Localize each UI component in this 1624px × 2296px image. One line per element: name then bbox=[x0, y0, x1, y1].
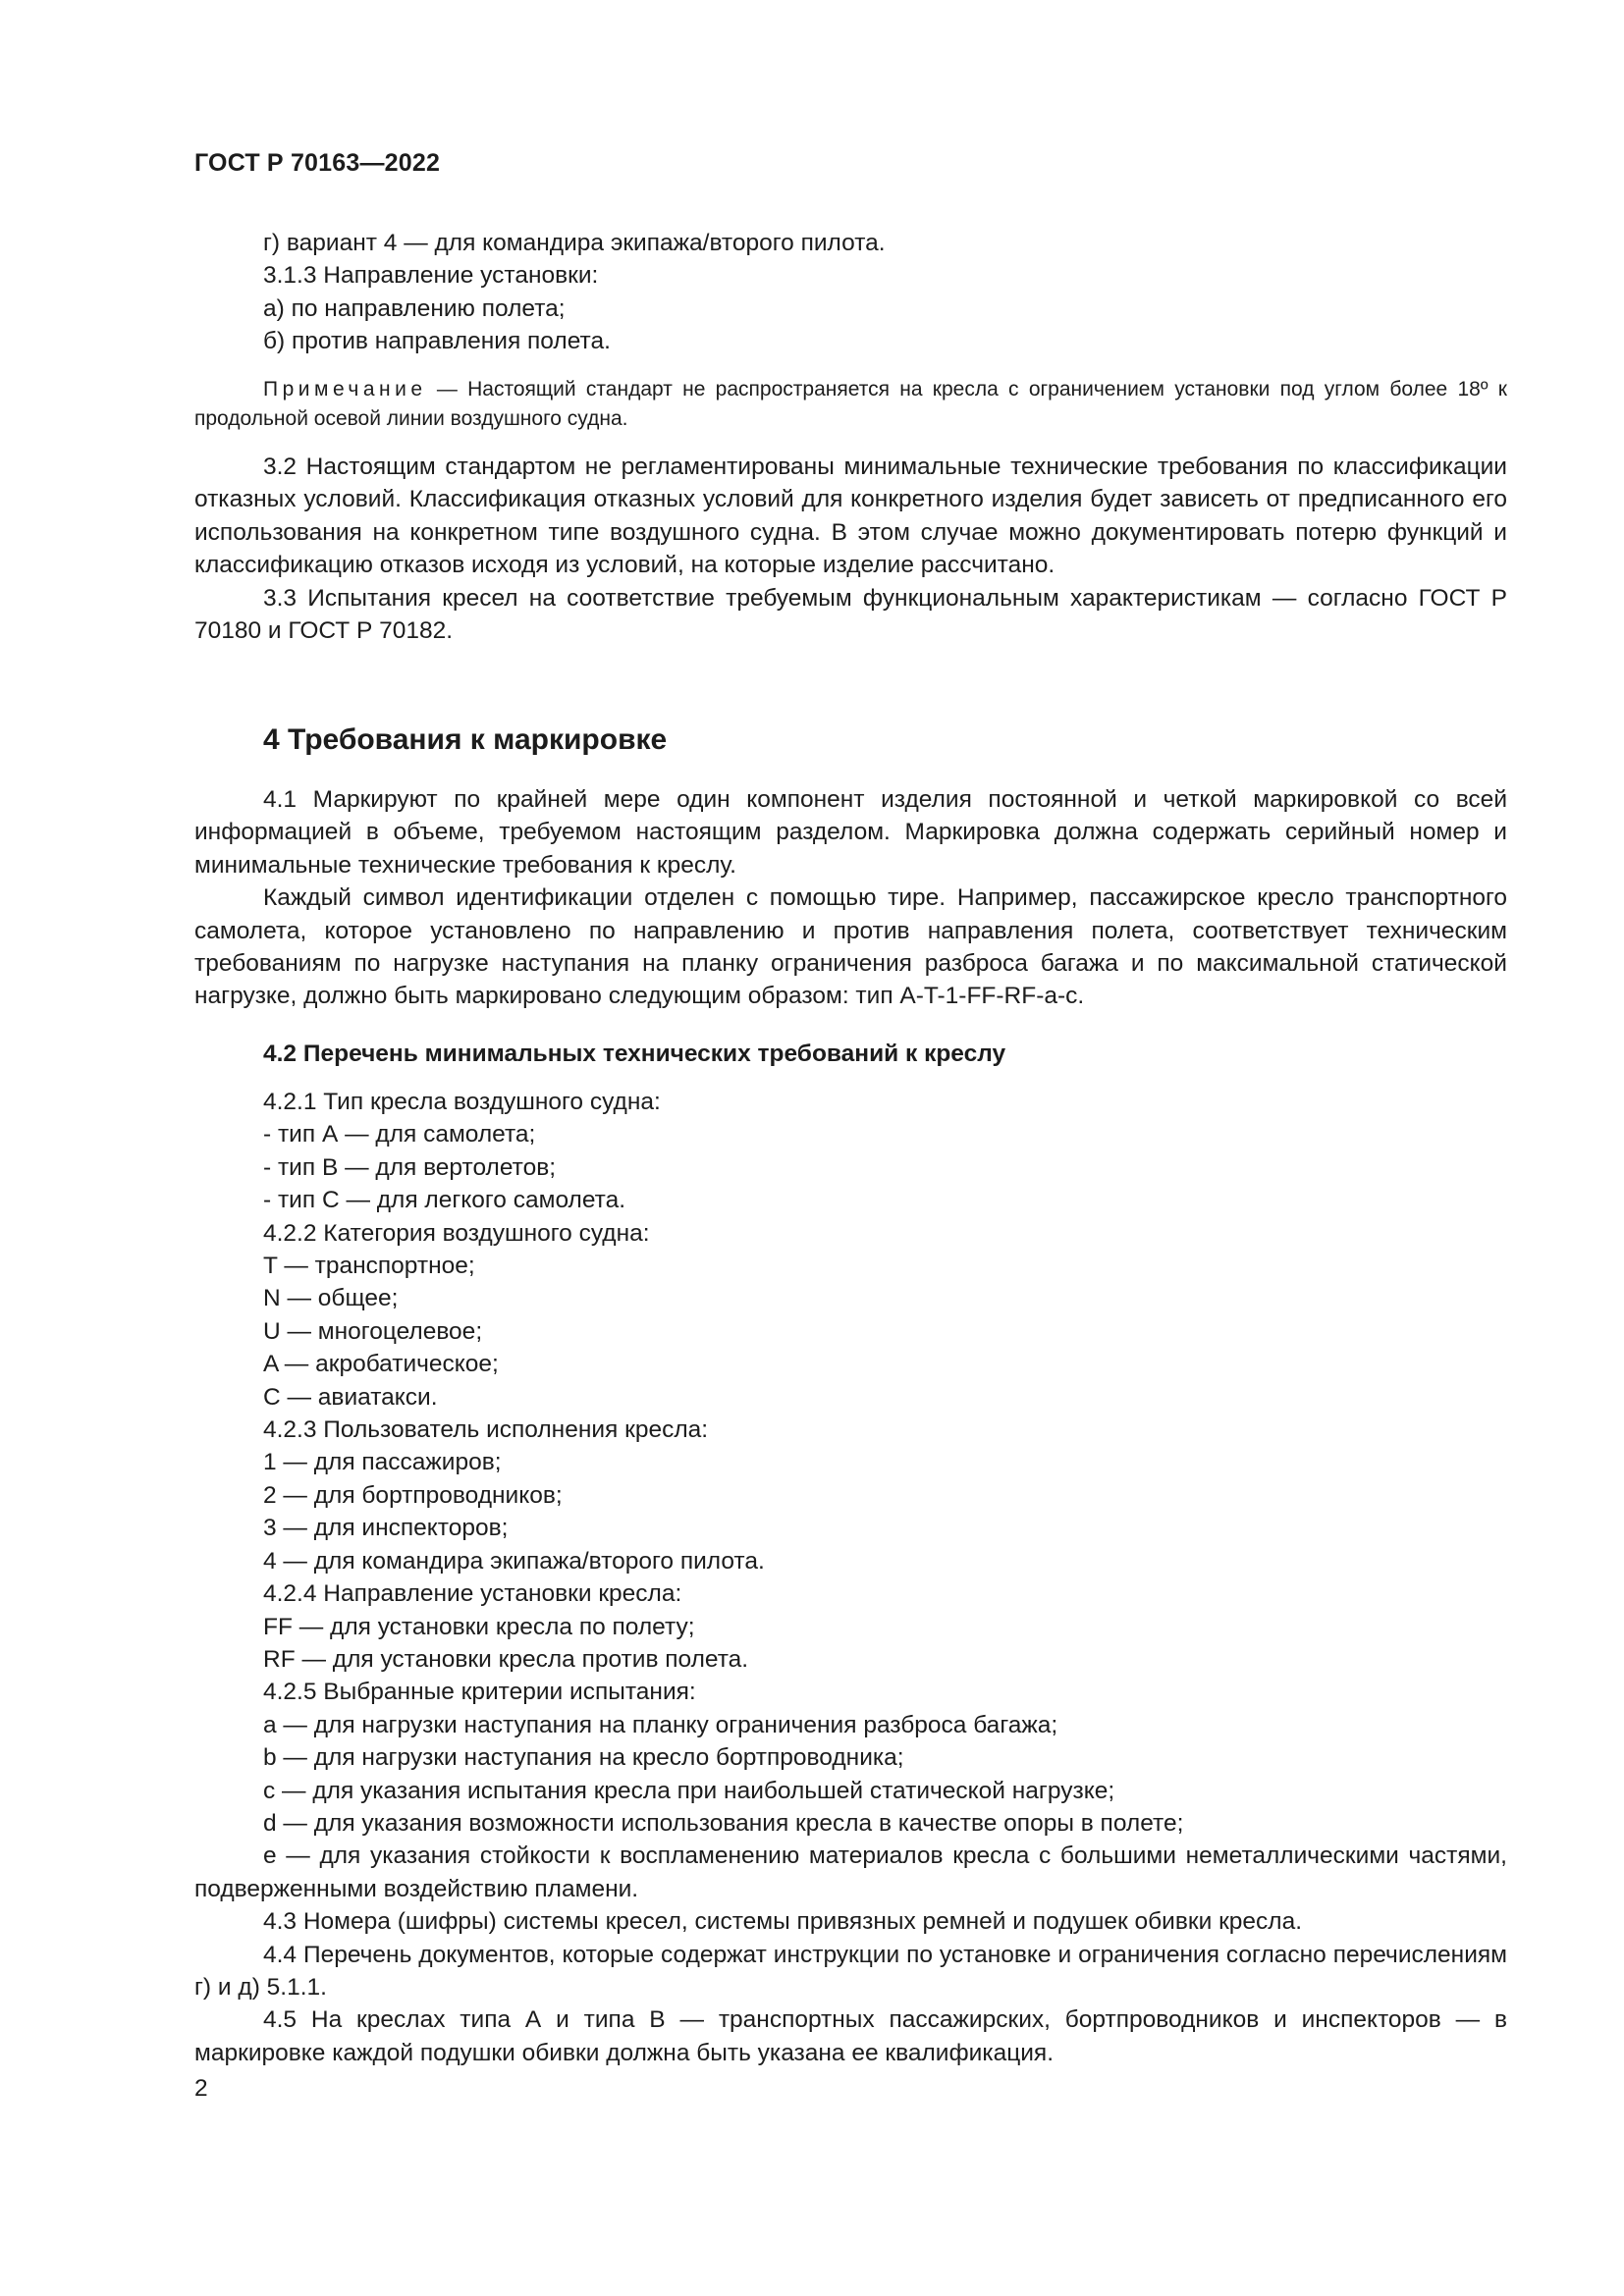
section-4-1 bbox=[194, 783, 1507, 1013]
list-item: c — для указания испытания кресла при наибольшей статической нагрузке; bbox=[263, 1777, 1115, 1804]
paragraph-3-3: 3.3 Испытания кресел на соответствие требуемым функциональным характеристикам — согласно ГОСТ Р 70180 и ГОСТ Р 70182. bbox=[194, 584, 1507, 645]
list-item: A — акробатическое; bbox=[263, 1351, 499, 1378]
paragraph-4-4: 4.4 Перечень документов, которые содержат инструкции по установке и ограничения согласно перечислениям г) и д) 5.1.1. bbox=[194, 1941, 1507, 2001]
list-item: 4.2.4 Направление установки кресла: bbox=[263, 1580, 682, 1608]
list-item: а) по направлению полета; bbox=[263, 294, 566, 322]
page-number: 2 bbox=[194, 2075, 208, 2102]
section-3-paragraphs bbox=[194, 451, 1507, 647]
list-item: 4.2.1 Тип кресла воздушного судна: bbox=[263, 1089, 661, 1115]
document-header: ГОСТ Р 70163—2022 bbox=[194, 149, 441, 177]
section-4 bbox=[194, 721, 1507, 760]
list-block-3-1 bbox=[194, 227, 1507, 358]
list-item: a — для нагрузки наступания на планку ограничения разброса багажа; bbox=[263, 1711, 1058, 1738]
paragraph-marking-example: Каждый символ идентификации отделен с помощью тире. Например, пассажирское кресло транспортного самолета, которое установлено по направлению и против направления полета, соответствует техническим требованиям по нагрузке наступания на планку ограничения разброса багажа и по максимальной статической нагрузке, должно быть маркировано следующим образом: тип A-T-1-FF-RF-a-c. bbox=[194, 884, 1507, 1010]
note-block bbox=[194, 375, 1507, 434]
clause-heading: 3.1.3 Направление установки: bbox=[263, 262, 599, 290]
list-item: C — авиатакси. bbox=[263, 1383, 438, 1411]
paragraph-4-5: 4.5 На креслах типа А и типа В — транспортных пассажирских, бортпроводников и инспекторов — в маркировке каждой подушки обивки должна быть указана ее квалификация. bbox=[194, 2006, 1507, 2066]
requirements-list bbox=[194, 1086, 1507, 2069]
list-item: RF — для установки кресла против полета. bbox=[263, 1645, 749, 1673]
list-item: T — транспортное; bbox=[263, 1253, 475, 1280]
list-item: 4 — для командира экипажа/второго пилота. bbox=[263, 1547, 765, 1575]
list-item: 2 — для бортпроводников; bbox=[263, 1481, 563, 1509]
list-item: N — общее; bbox=[263, 1285, 399, 1312]
list-item: FF — для установки кресла по полету; bbox=[263, 1613, 695, 1640]
list-item: b — для нагрузки наступания на кресло бортпроводника; bbox=[263, 1744, 904, 1772]
list-item: - тип А — для самолета; bbox=[263, 1121, 536, 1148]
list-item: г) вариант 4 — для командира экипажа/второго пилота. bbox=[263, 230, 886, 256]
list-item: 1 — для пассажиров; bbox=[263, 1449, 502, 1476]
list-item-e: e — для указания стойкости к воспламенению материалов кресла с большими неметаллическими частями, подверженными воздействию пламени. bbox=[194, 1842, 1507, 1902]
list-item: U — многоцелевое; bbox=[263, 1317, 483, 1345]
list-item: - тип С — для легкого самолета. bbox=[263, 1187, 626, 1214]
list-item: 3 — для инспекторов; bbox=[263, 1515, 509, 1542]
list-item: d — для указания возможности использования кресла в качестве опоры в полете; bbox=[263, 1809, 1184, 1837]
note-label: Примечание bbox=[263, 378, 427, 400]
paragraph-4-1: 4.1 Маркируют по крайней мере один компонент изделия постоянной и четкой маркировкой со всей информацией в объеме, требуемом настоящим разделом. Маркировка должна содержать серийный номер и минимальные технические требования к креслу. bbox=[194, 786, 1507, 879]
list-item: - тип В — для вертолетов; bbox=[263, 1153, 557, 1181]
paragraph-3-2: 3.2 Настоящим стандартом не регламентированы минимальные технические требования по классификации отказных условий. Классификация отказных условий для конкретного изделия будет зависеть от предписанного его использования на конкретном типе воздушного судна. В этом случае можно документировать потерю функций и классификацию отказов исходя из условий, на которые изделие рассчитано. bbox=[194, 454, 1507, 579]
subsection-4-2 bbox=[194, 1038, 1507, 1071]
list-item: 4.2.3 Пользователь исполнения кресла: bbox=[263, 1416, 709, 1444]
list-item: 4.2.5 Выбранные критерии испытания: bbox=[263, 1679, 696, 1706]
note-paragraph bbox=[194, 375, 1507, 434]
list-item: б) против направления полета. bbox=[263, 328, 611, 355]
list-item: 4.2.2 Категория воздушного судна: bbox=[263, 1219, 650, 1247]
section-title: 4 Требования к маркировке bbox=[263, 723, 668, 756]
note-text: — Настоящий стандарт не распространяется на кресла с ограничением установки под углом более 18º к продольной осевой линии воздушного судна. bbox=[194, 378, 1507, 430]
paragraph-4-3: 4.3 Номера (шифры) системы кресел, системы привязных ремней и подушек обивки кресла. bbox=[263, 1908, 1303, 1936]
subsection-title: 4.2 Перечень минимальных технических требований к креслу bbox=[263, 1041, 1006, 1067]
